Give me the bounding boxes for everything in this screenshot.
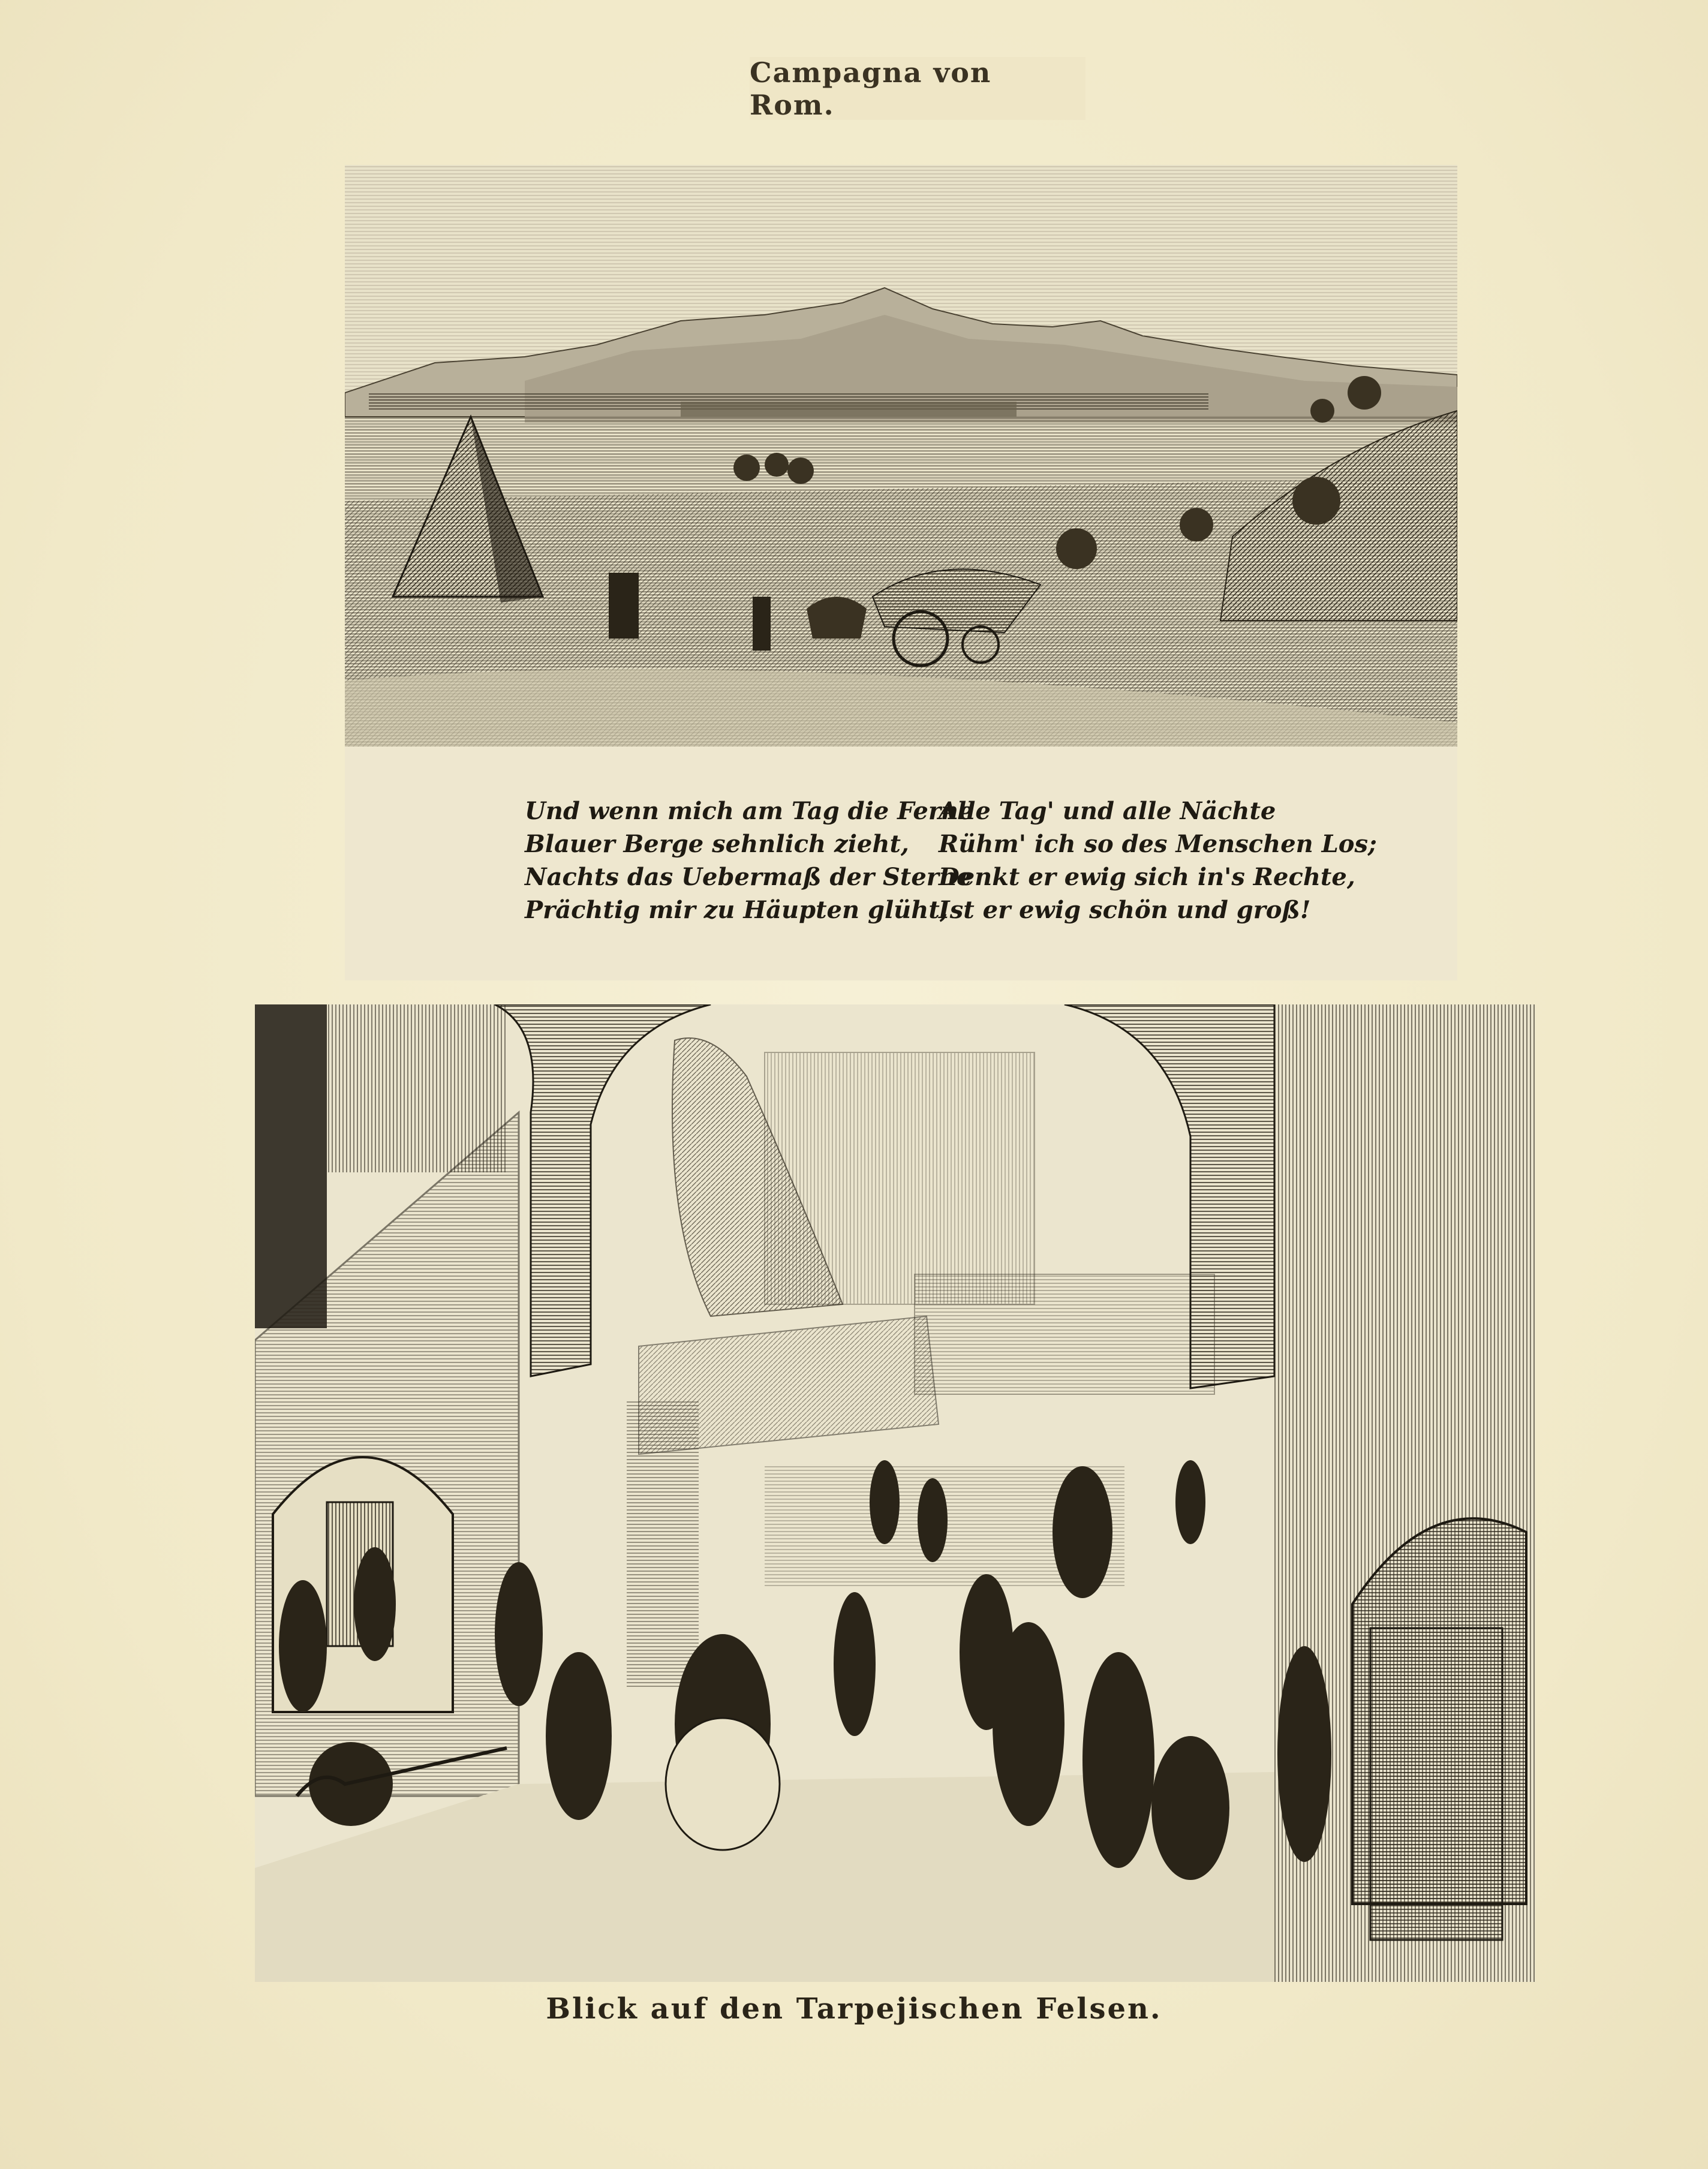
verse-line: Rühm' ich so des Menschen Los; — [939, 830, 1377, 858]
verse-line: Alle Tag' und alle Nächte — [939, 797, 1276, 825]
campagna-engraving — [345, 165, 1457, 747]
verse-stanza-left — [525, 795, 973, 926]
verse-line: Ist er ewig schön und groß! — [939, 896, 1311, 924]
verse-stanza-right — [939, 795, 1377, 926]
verse-panel — [345, 747, 1457, 980]
verse-line: Denkt er ewig sich in's Rechte, — [939, 863, 1355, 891]
verse-line: Prächtig mir zu Häupten glüht, — [525, 896, 948, 924]
verse-line: Nachts das Uebermaß der Sterne — [525, 863, 972, 891]
street-scene-illustration — [255, 1004, 1535, 1982]
verse-line: Und wenn mich am Tag die Ferne — [525, 797, 974, 825]
verse-line: Blauer Berge sehnlich zieht, — [525, 830, 909, 858]
tarpeian-rock-engraving — [255, 1004, 1535, 1982]
campagna-illustration — [345, 165, 1457, 747]
plate-caption: Blick auf den Tarpejischen Felsen. — [546, 1992, 1162, 2026]
page-title: Campagna von Rom. — [750, 57, 1085, 120]
